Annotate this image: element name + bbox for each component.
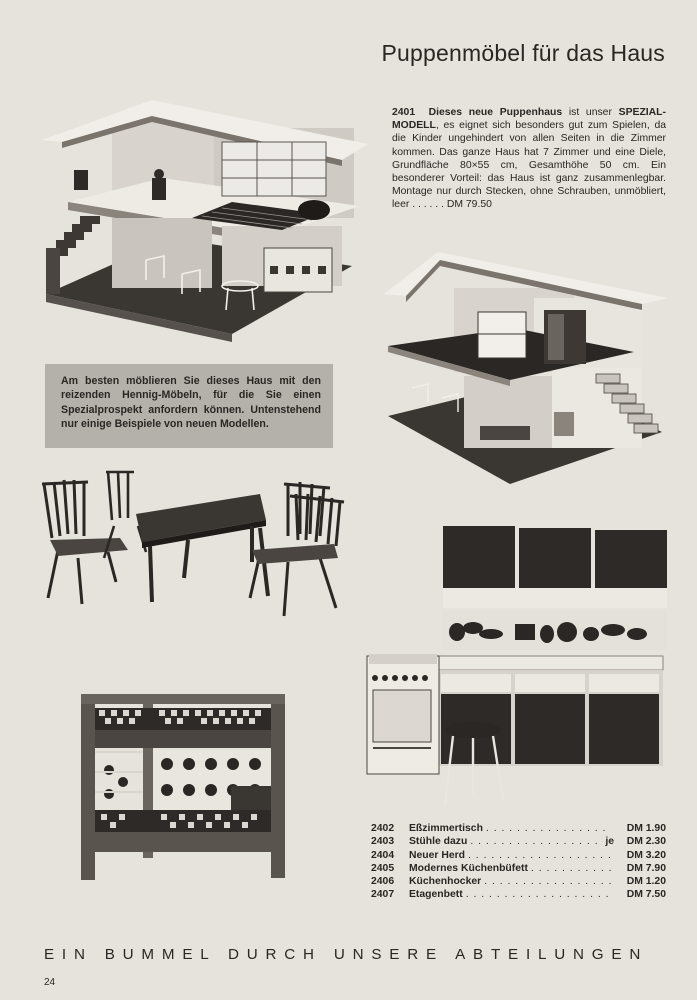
item-price: DM 7.50 — [626, 889, 666, 901]
item-number: 2402 — [371, 823, 395, 834]
bunk-bed-photo — [79, 690, 289, 884]
description-part1: ist unser — [562, 107, 619, 118]
price-row — [371, 888, 666, 901]
item-name: Stühle dazu — [409, 836, 468, 848]
item-price: DM 1.20 — [626, 876, 666, 888]
item-name: Etagenbett — [409, 889, 463, 901]
item-name: Modernes Küchenbüfett — [409, 862, 528, 874]
item-suffix: je — [605, 836, 614, 848]
price-row — [371, 862, 666, 875]
item-number: 2407 — [371, 889, 395, 901]
kitchen-photo — [365, 524, 667, 806]
item-price: DM 1.90 — [626, 823, 666, 834]
page-number: 24 — [44, 977, 56, 988]
leader-dots — [466, 888, 611, 901]
dining-set-photo — [38, 466, 352, 624]
product-price: DM 79.50 — [446, 199, 492, 211]
item-number: 2406 — [371, 876, 395, 888]
leader-dots — [484, 875, 611, 888]
item-price: DM 2.30 — [626, 836, 666, 848]
leader-dots — [486, 822, 611, 835]
price-row — [371, 849, 666, 862]
item-name: Eßzimmertisch — [409, 823, 483, 834]
product-lead: Dieses neue Puppenhaus — [428, 107, 563, 118]
item-name: Küchenhocker — [409, 876, 482, 888]
item-name: Neuer Herd — [409, 849, 466, 861]
item-number: 2404 — [371, 849, 395, 861]
price-row — [371, 835, 666, 848]
leader-dots — [531, 862, 611, 875]
price-row — [371, 822, 666, 835]
item-number: 2405 — [371, 862, 395, 874]
item-price: DM 7.90 — [626, 862, 666, 874]
prospekt-note: Am besten möblieren Sie dieses Haus mit den reizenden Hennig-Möbeln, für die Sie einen Spezialprospekt anfordern können. Untenstehend nur einige Beispiele von neuen Modellen. — [45, 364, 333, 448]
price-row — [371, 875, 666, 888]
description-part2: , es eignet sich besonders gut zum Spielen, da die Kinder ungehindert von allen Seiten in die Zimmer kommen. Das ganze Haus hat 7 Zimmer und eine Diele, Grundfläche 80×55 cm, Gesamthöhe 50 cm. Ein besonderer Vorteil: das Haus ist ganz zusammenlegbar. Montage nur durch Stecken, ohne Schrauben, unmöbliert, leer . . . . . . — [392, 120, 666, 211]
item-price: DM 3.20 — [626, 849, 666, 861]
footer-slogan: EIN BUMMEL DURCH UNSERE ABTEILUNGEN — [44, 946, 649, 963]
page-title: Puppenmöbel für das Haus — [381, 40, 665, 66]
dollhouse-corner-photo — [384, 248, 668, 488]
dollhouse-front-photo — [42, 98, 368, 342]
leader-dots — [470, 835, 602, 848]
price-list — [371, 822, 666, 902]
leader-dots — [468, 849, 611, 862]
item-number: 2403 — [371, 836, 395, 848]
product-description — [392, 106, 666, 212]
product-number: 2401 — [392, 107, 416, 118]
product-highlight: SPEZIAL-MODELL — [392, 107, 666, 132]
